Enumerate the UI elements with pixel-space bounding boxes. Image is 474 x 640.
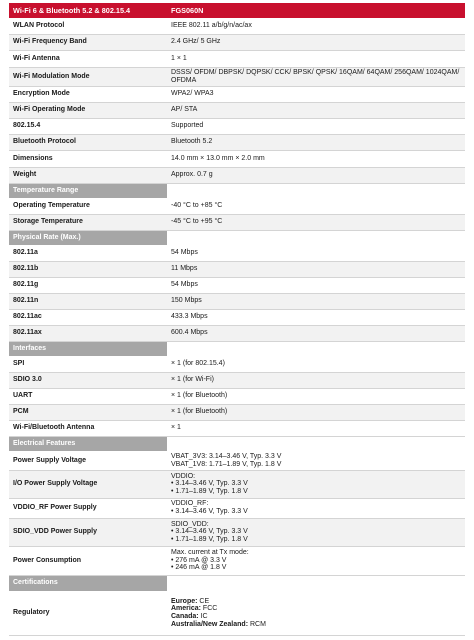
table-row: [9, 134, 465, 150]
row-value: 54 Mbps: [167, 245, 465, 261]
row-value: 600.4 Mbps: [167, 325, 465, 341]
value-line: • 1.71–1.89 V, Typ. 1.8 V: [171, 487, 248, 495]
row-label: Regulatory: [9, 591, 167, 635]
table-row: [9, 591, 465, 635]
row-label: Power Consumption: [9, 546, 167, 575]
cert-value: FCC: [200, 605, 218, 613]
region-label: Europe:: [171, 597, 198, 605]
table-row: [9, 86, 465, 102]
table-row: [9, 102, 465, 118]
row-value: 150 Mbps: [167, 293, 465, 309]
cert-value: CE: [197, 597, 210, 605]
table-row: [9, 198, 465, 214]
table-row: [9, 150, 465, 167]
row-label: VDDIO_RF Power Supply: [9, 498, 167, 518]
row-value: × 1: [167, 420, 465, 436]
row-label: 802.11ac: [9, 309, 167, 325]
section-header-certifications: [9, 575, 465, 591]
row-value: × 1 (for Wi-Fi): [167, 372, 465, 388]
value-line: • 276 mA @ 3.3 V: [171, 556, 227, 564]
table-row: [9, 372, 465, 388]
row-label: 802.11n: [9, 293, 167, 309]
row-value: [167, 470, 465, 498]
row-value: × 1 (for Bluetooth): [167, 404, 465, 420]
row-value: 54 Mbps: [167, 277, 465, 293]
row-value: [167, 546, 465, 575]
table-row: [9, 309, 465, 325]
table-row: [9, 67, 465, 86]
row-value: IEEE 802.11 a/b/g/n/ac/ax: [167, 18, 465, 34]
table-row: [9, 420, 465, 436]
row-label: Weight: [9, 167, 167, 183]
value-line: Max. current at Tx mode:: [171, 549, 249, 557]
row-label: 802.11b: [9, 261, 167, 277]
row-value: Supported: [167, 118, 465, 134]
region-label: Australia/New Zealand:: [171, 620, 249, 628]
value-line: VBAT_1V8: 1.71–1.89 V, Typ. 1.8 V: [171, 460, 282, 468]
row-label: SDIO 3.0: [9, 372, 167, 388]
value-line: • 246 mA @ 1.8 V: [171, 564, 227, 572]
table-row: [9, 214, 465, 230]
row-label: 802.15.4: [9, 118, 167, 134]
regulatory-item: [171, 613, 461, 621]
table-row: [9, 50, 465, 67]
value-line: OFDMA: [171, 76, 197, 84]
row-label: Encryption Mode: [9, 86, 167, 102]
regulatory-list: [167, 591, 465, 635]
regulatory-item: [171, 621, 461, 629]
table-row: [9, 18, 465, 34]
row-label: WLAN Protocol: [9, 18, 167, 34]
table-row: [9, 245, 465, 261]
table-row: [9, 118, 465, 134]
table-row: [9, 470, 465, 498]
row-label: SDIO_VDD Power Supply: [9, 518, 167, 546]
row-value: Approx. 0.7 g: [167, 167, 465, 183]
header-title: Wi-Fi 6 & Bluetooth 5.2 & 802.15.4: [9, 3, 167, 18]
table-row: [9, 451, 465, 470]
table-row: [9, 546, 465, 575]
row-value: 1 × 1: [167, 50, 465, 67]
row-value: AP/ STA: [167, 102, 465, 118]
value-line: • 3.14–3.46 V, Typ. 3.3 V: [171, 528, 248, 536]
row-label: 802.11a: [9, 245, 167, 261]
table-row: [9, 325, 465, 341]
row-label: Storage Temperature: [9, 214, 167, 230]
value-line: VDDIO:: [171, 472, 196, 480]
table-row: [9, 293, 465, 309]
row-label: PCM: [9, 404, 167, 420]
row-label: 802.11g: [9, 277, 167, 293]
value-line: DSSS/ OFDM/ DBPSK/ DQPSK/ CCK/ BPSK/ QPSK/ 16QAM/ 64QAM/ 256QAM/ 1024QAM/: [171, 68, 460, 76]
value-line: • 3.14–3.46 V, Typ. 3.3 V: [171, 480, 248, 488]
regulatory-item: [171, 598, 461, 606]
row-value: × 1 (for Bluetooth): [167, 388, 465, 404]
regulatory-item: [171, 605, 461, 613]
table-row: [9, 356, 465, 372]
table-row: [9, 498, 465, 518]
row-value: 433.3 Mbps: [167, 309, 465, 325]
table-row: [9, 34, 465, 50]
section-title: Physical Rate (Max.): [9, 230, 167, 245]
row-label: Bluetooth Protocol: [9, 134, 167, 150]
spec-table: [9, 3, 465, 636]
section-header-temperature: [9, 183, 465, 198]
value-line: • 3.14–3.46 V, Typ. 3.3 V: [171, 508, 248, 515]
table-header-row: [9, 3, 465, 18]
table-row: [9, 277, 465, 293]
value-line: • 1.71–1.89 V, Typ. 1.8 V: [171, 535, 248, 543]
row-label: Power Supply Voltage: [9, 451, 167, 470]
row-value: 11 Mbps: [167, 261, 465, 277]
cert-value: IC: [198, 613, 208, 620]
row-label: Wi-Fi Frequency Band: [9, 34, 167, 50]
row-label: Wi-Fi Antenna: [9, 50, 167, 67]
row-label: UART: [9, 388, 167, 404]
row-value: WPA2/ WPA3: [167, 86, 465, 102]
value-line: VBAT_3V3: 3.14–3.46 V, Typ. 3.3 V: [171, 452, 282, 460]
section-title: Electrical Features: [9, 436, 167, 451]
row-value: [167, 498, 465, 518]
row-value: 2.4 GHz/ 5 GHz: [167, 34, 465, 50]
spec-sheet: [9, 3, 465, 636]
section-title: Interfaces: [9, 341, 167, 356]
section-header-physical-rate: [9, 230, 465, 245]
value-line: SDIO_VDD:: [171, 520, 209, 528]
section-title: Certifications: [9, 575, 167, 591]
value-line: VDDIO_RF:: [171, 500, 209, 508]
section-title: Temperature Range: [9, 183, 167, 198]
row-value: -40 °C to +85 °C: [167, 198, 465, 214]
row-label: Wi-Fi Operating Mode: [9, 102, 167, 118]
row-label: Wi-Fi/Bluetooth Antenna: [9, 420, 167, 436]
row-label: I/O Power Supply Voltage: [9, 470, 167, 498]
row-value: [167, 451, 465, 470]
row-value: Bluetooth 5.2: [167, 134, 465, 150]
section-header-interfaces: [9, 341, 465, 356]
region-label: America:: [171, 605, 201, 613]
row-value: [167, 518, 465, 546]
section-header-electrical: [9, 436, 465, 451]
row-label: SPI: [9, 356, 167, 372]
row-label: Wi-Fi Modulation Mode: [9, 67, 167, 86]
table-row: [9, 518, 465, 546]
table-row: [9, 388, 465, 404]
table-row: [9, 404, 465, 420]
row-value: -45 °C to +95 °C: [167, 214, 465, 230]
cert-value: RCM: [248, 620, 266, 628]
row-value: 14.0 mm × 13.0 mm × 2.0 mm: [167, 150, 465, 167]
table-row: [9, 261, 465, 277]
row-label: 802.11ax: [9, 325, 167, 341]
header-model: FGS060N: [167, 3, 465, 18]
row-value: [167, 67, 465, 86]
table-row: [9, 167, 465, 183]
row-value: × 1 (for 802.15.4): [167, 356, 465, 372]
row-label: Dimensions: [9, 150, 167, 167]
region-label: Canada:: [171, 613, 199, 620]
row-label: Operating Temperature: [9, 198, 167, 214]
